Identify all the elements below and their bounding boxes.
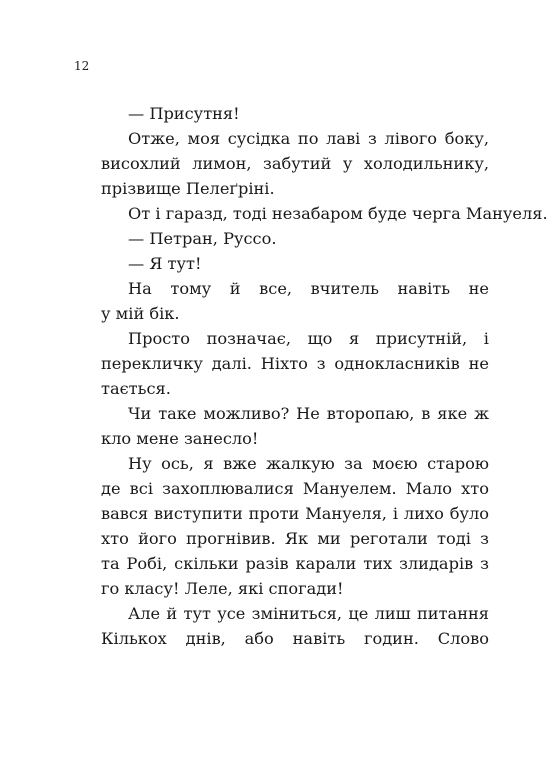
paragraph [74,101,489,126]
text-line: перекличку далі. Ніхто з однокласників не [101,354,489,373]
text-line: та Робі, скільки разів карали тих злидарів з [101,554,489,573]
paragraph [74,126,489,201]
paragraph [74,601,489,651]
text-line: го класу! Леле, які спогади! [101,579,344,598]
text-line: кло мене занесло! [101,429,259,448]
text-line: От і гаразд, тоді незабаром буде черга Мануеля. [128,204,548,223]
text-line: Кількох днів, або навіть годин. Слово [101,629,489,648]
text-line: Але й тут усе зміниться, це лиш питання [128,604,489,623]
text-line: Ну ось, я вже жалкую за моєю старою [128,454,489,473]
body-text [74,101,548,651]
text-line: — Присутня! [128,104,240,123]
paragraph [74,276,489,326]
text-line: де всі захоплювалися Мануелем. Мало хто [101,479,489,498]
paragraph [74,451,489,601]
text-line: вався виступити проти Мануеля, і лихо було [101,504,489,523]
text-line: висохлий лимон, забутий у холодильнику, [101,154,489,173]
text-line: Отже, моя сусідка по лаві з лівого боку, [128,129,489,148]
paragraph [74,326,489,401]
text-line: — Я тут! [128,254,202,273]
text-line: На тому й все, вчитель навіть не [128,279,489,298]
text-line: у мій бік. [101,304,180,323]
paragraph [74,251,489,276]
text-line: прізвище Пелеґріні. [101,179,275,198]
paragraph [74,201,548,226]
text-line: — Петран, Руссо. [128,229,277,248]
paragraph [74,226,489,251]
text-line: тається. [101,379,171,398]
text-line: хто його прогнівив. Як ми реготали тоді з [101,529,489,548]
paragraph [74,401,489,451]
text-line: Просто позначає, що я присутній, і [128,329,489,348]
text-line: Чи таке можливо? Не второпаю, в яке ж [128,404,489,423]
page-number: 12 [74,59,90,73]
